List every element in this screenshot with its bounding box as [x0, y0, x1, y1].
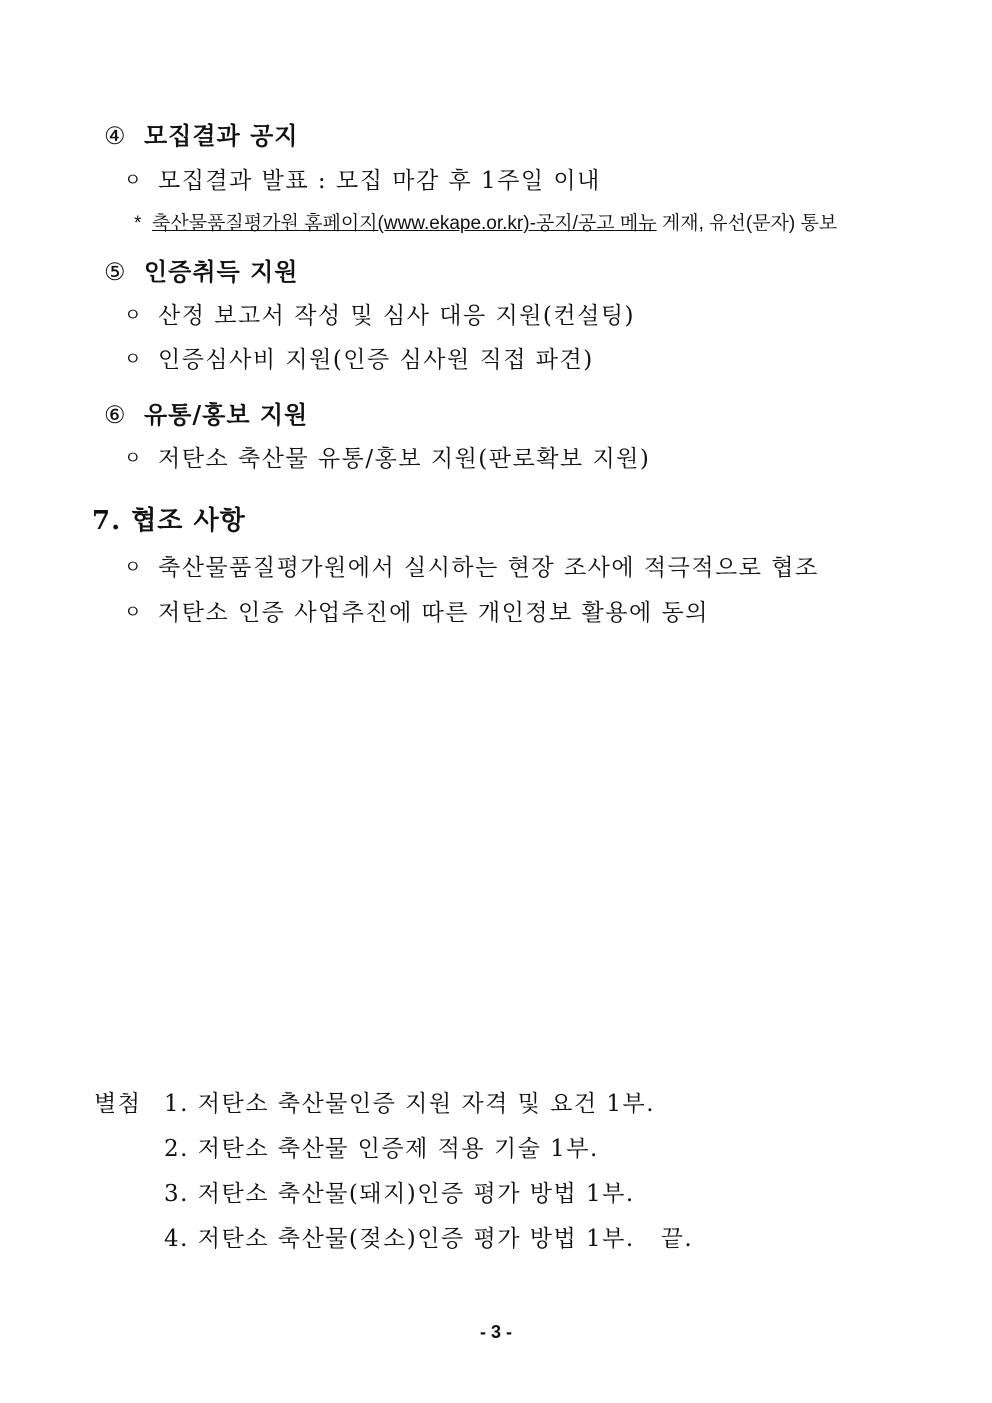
attachment-item-4 [164, 1220, 693, 1253]
section-4-bullet [124, 162, 601, 195]
section-6-heading [104, 395, 308, 430]
attachment-item-1: 1. 저탄소 축산물인증 지원 자격 및 요건 1부. [164, 1091, 656, 1117]
section-6-bullet-1 [124, 440, 650, 473]
note-rest: 게재, 유선(문자) 통보 [656, 213, 838, 234]
bullet-marker: ㅇ [124, 305, 143, 326]
section-6-number: ⑥ [104, 401, 127, 429]
section-4-heading [104, 116, 298, 151]
end-mark: 끝. [660, 1226, 694, 1252]
attachment-item-2: 2. 저탄소 축산물 인증제 적용 기술 1부. [164, 1136, 599, 1162]
note-website-link[interactable]: 축산물품질평가원 홈페이지(www.ekape.or.kr)-공지/공고 메뉴 [152, 213, 657, 234]
bullet-text: 인증심사비 지원(인증 심사원 직접 파견) [158, 347, 594, 373]
page-number: - 3 - [479, 1322, 512, 1342]
section-5-heading [104, 252, 298, 287]
bullet-marker: ㅇ [124, 349, 143, 370]
attachment-item-4-text: 4. 저탄소 축산물(젖소)인증 평가 방법 1부. [164, 1226, 635, 1252]
note-star: * [134, 213, 142, 234]
section-7-bullet-2 [124, 594, 709, 627]
section-7-bullet-1 [124, 549, 819, 582]
attachments-label: 별첨 [94, 1091, 142, 1117]
section-7-heading: 7. 협조 사항 [92, 506, 246, 536]
bullet-text: 산정 보고서 작성 및 심사 대응 지원(컨설팅) [158, 303, 636, 329]
bullet-text: 모집결과 발표 : 모집 마감 후 1주일 이내 [158, 168, 601, 194]
bullet-text: 저탄소 인증 사업추진에 따른 개인정보 활용에 동의 [158, 600, 709, 626]
section-5-bullet-2 [124, 341, 594, 374]
bullet-text: 저탄소 축산물 유통/홍보 지원(판로확보 지원) [158, 446, 651, 472]
section-4-note [134, 208, 837, 235]
bullet-marker: ㅇ [124, 448, 143, 469]
section-5-title: 인증취득 지원 [144, 257, 299, 286]
section-6-title: 유통/홍보 지원 [144, 400, 309, 429]
bullet-marker: ㅇ [124, 557, 143, 578]
section-5-bullet-1 [124, 297, 635, 330]
attachment-item-3: 3. 저탄소 축산물(돼지)인증 평가 방법 1부. [164, 1181, 635, 1207]
section-4-number: ④ [104, 122, 127, 150]
section-4-title: 모집결과 공지 [144, 121, 299, 150]
section-5-number: ⑤ [104, 258, 127, 286]
bullet-marker: ㅇ [124, 602, 143, 623]
bullet-marker: ㅇ [124, 170, 143, 191]
bullet-text: 축산물품질평가원에서 실시하는 현장 조사에 적극적으로 협조 [158, 555, 819, 581]
